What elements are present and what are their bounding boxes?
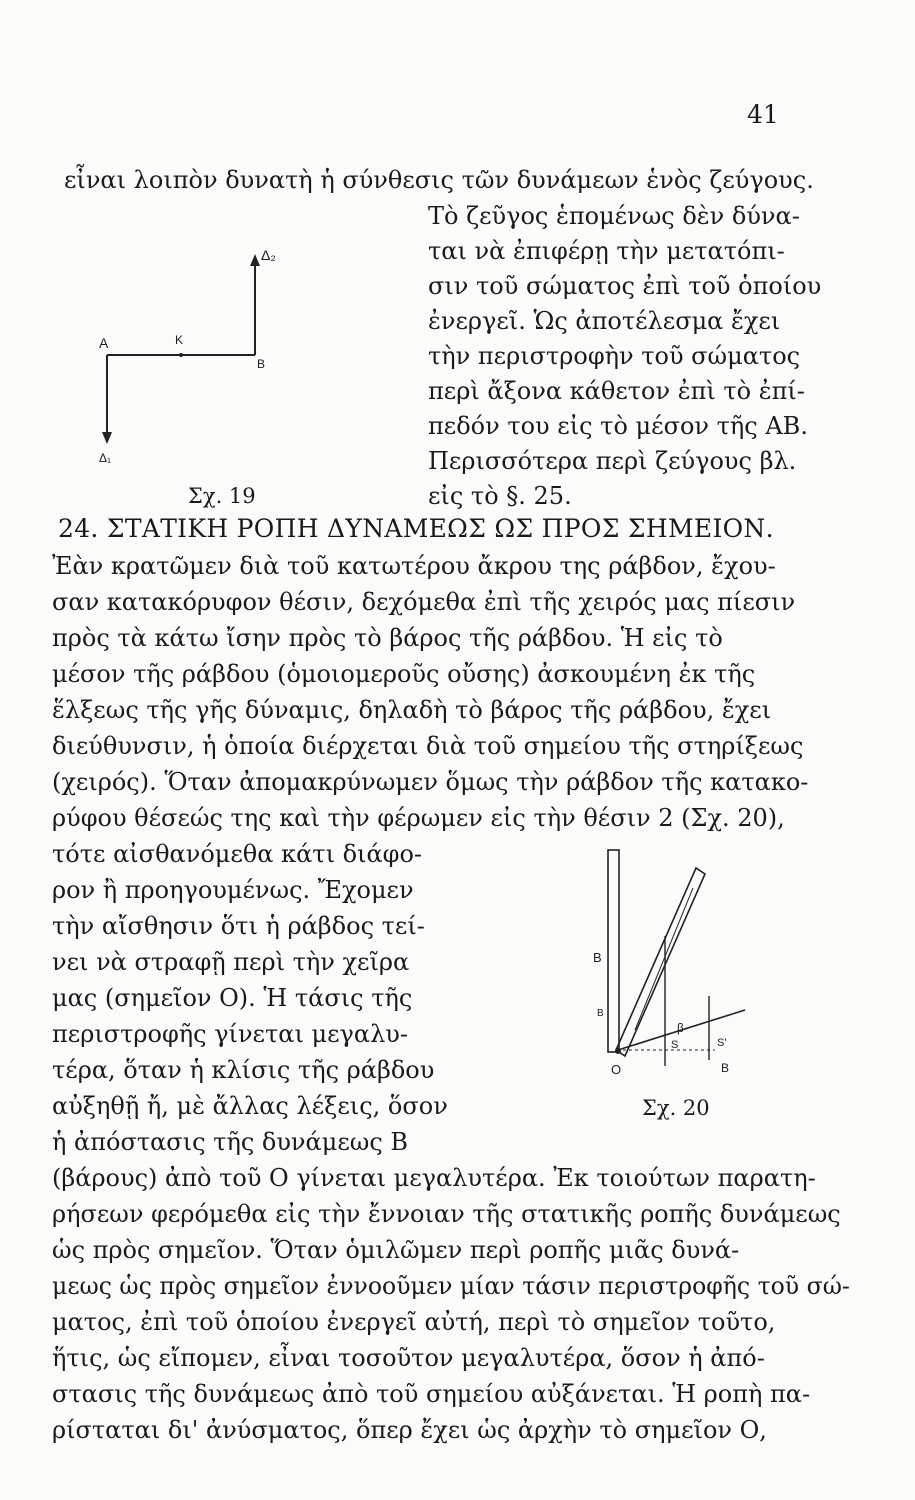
label-o: O — [611, 1062, 622, 1077]
figure-19 — [85, 240, 285, 470]
text-line: νει νὰ στραφῇ περὶ τὴν χεῖρα — [52, 948, 410, 976]
figure-20-caption: Σχ. 20 — [642, 1096, 710, 1120]
text-line: σιν τοῦ σώματος ἐπὶ τοῦ ὁποίου — [428, 272, 822, 300]
text-line: (χειρός). Ὅταν ἀπομακρύνωμεν ὅμως τὴν ράβδον τῆς κατακο- — [52, 768, 809, 796]
midpoint-k — [179, 353, 183, 357]
force-d1-arrowhead — [102, 432, 112, 444]
section-heading: 24. ΣΤΑΤΙΚΗ ΡΟΠΗ ΔΥΝΑΜΕΩΣ ΩΣ ΠΡΟΣ ΣΗΜΕΙΟΝ. — [58, 514, 774, 543]
label-d2: Δ₂ — [261, 247, 276, 263]
text-line: αὐξηθῇ ἤ, μὲ ἄλλας λέξεις, ὅσον — [52, 1092, 448, 1120]
label-b-left: B — [593, 950, 602, 965]
label-s: S — [671, 1039, 679, 1051]
text-line: τὴν αἴσθησιν ὅτι ἡ ράβδος τεί- — [52, 912, 425, 940]
text-line: στασις τῆς δυνάμεως ἀπὸ τοῦ σημείου αὐξάνεται. Ἡ ροπὴ πα- — [52, 1380, 811, 1408]
text-line: σαν κατακόρυφον θέσιν, δεχόμεθα ἐπὶ τῆς χειρός μας πίεσιν — [52, 588, 796, 616]
text-line: περὶ ἄξονα κάθετον ἐπὶ τὸ ἐπί- — [428, 377, 805, 405]
label-a: A — [99, 335, 109, 351]
label-k: K — [175, 333, 184, 347]
text-line: ρήσεων φερόμεθα εἰς τὴν ἔννοιαν τῆς στατικῆς ροπῆς δυνάμεως — [52, 1200, 841, 1228]
text-line: ἡ ἀπόστασις τῆς δυνάμεως Β — [52, 1128, 409, 1156]
text-line: ται νὰ ἐπιφέρῃ τὴν μετατόπι- — [428, 237, 785, 265]
text-line: μεως ὡς πρὸς σημεῖον ἐννοοῦμεν μίαν τάσιν περιστροφῆς τοῦ σώ- — [52, 1272, 850, 1300]
label-b-small: B — [597, 1008, 604, 1019]
text-line: πρὸς τὰ κάτω ἴσην πρὸς τὸ βάρος τῆς ράβδου. Ἡ εἰς τὸ — [52, 624, 723, 652]
text-line: μας (σημεῖον Ο). Ἡ τάσις τῆς — [52, 984, 413, 1012]
rod-inclined-axis — [635, 888, 693, 1030]
text-line: μέσον τῆς ράβδου (ὁμοιομεροῦς οὔσης) ἀσκουμένη ἐκ τῆς — [52, 660, 756, 688]
text-line: ἥτις, ὡς εἴπομεν, εἶναι τοσοῦτον μεγαλυτέρα, ὅσον ἡ ἀπό- — [52, 1344, 765, 1372]
figure-19-caption: Σχ. 19 — [188, 484, 256, 508]
label-beta: β — [677, 1021, 684, 1035]
pivot-o — [615, 1048, 621, 1054]
text-line: Τὸ ζεῦγος ἑπομένως δὲν δύνα- — [428, 202, 800, 230]
text-line: περιστροφῆς γίνεται μεγαλυ- — [52, 1020, 408, 1048]
text-line: ρον ἢ προηγουμένως. Ἔχομεν — [52, 876, 414, 904]
text-line: εἰς τὸ §. 25. — [428, 482, 572, 510]
text-line: τὴν περιστροφὴν τοῦ σώματος — [428, 342, 801, 370]
figure-19-diagram — [85, 240, 285, 470]
text-line: ἐνεργεῖ. Ὡς ἀποτέλεσμα ἔχει — [428, 307, 781, 335]
text-line: ρύφου θέσεώς της καὶ τὴν φέρωμεν εἰς τὴν θέσιν 2 (Σχ. 20), — [52, 804, 785, 832]
figure-20 — [585, 838, 785, 1088]
text-line: ὡς πρὸς σημεῖον. Ὅταν ὁμιλῶμεν περὶ ροπῆς μιᾶς δυνά- — [52, 1236, 740, 1264]
text-line: τότε αἰσθανόμεθα κάτι διάφο- — [52, 840, 423, 868]
text-line: εἶναι λοιπὸν δυνατὴ ἡ σύνθεσις τῶν δυνάμεων ἑνὸς ζεύγους. — [64, 166, 814, 194]
text-line: πεδόν του εἰς τὸ μέσον τῆς ΑΒ. — [428, 412, 808, 440]
label-b: B — [257, 357, 266, 371]
label-s-prime: S' — [717, 1037, 727, 1049]
text-line: τέρα, ὅταν ἡ κλίσις τῆς ράβδου — [52, 1056, 435, 1084]
text-line: ἕλξεως τῆς γῆς δύναμις, δηλαδὴ τὸ βάρος τῆς ράβδου, ἔχει — [52, 696, 772, 724]
label-d1: Δ₁ — [99, 451, 112, 465]
text-line: Ἐὰν κρατῶμεν διὰ τοῦ κατωτέρου ἄκρου της ράβδον, ἔχου- — [52, 552, 776, 580]
rod-vertical — [608, 850, 619, 1052]
text-line: διεύθυνσιν, ἡ ὁποία διέρχεται διὰ τοῦ σημείου τῆς στηρίξεως — [52, 732, 804, 760]
text-line: ματος, ἐπὶ τοῦ ὁποίου ἐνεργεῖ αὐτή, περὶ τὸ σημεῖον τοῦτο, — [52, 1308, 776, 1336]
figure-20-diagram — [585, 838, 785, 1088]
text-line: Περισσότερα περὶ ζεύγους βλ. — [428, 447, 797, 475]
text-line: ρίσταται δι' ἀνύσματος, ὅπερ ἔχει ὡς ἀρχὴν τὸ σημεῖον Ο, — [52, 1416, 767, 1444]
page-number: 41 — [747, 100, 779, 129]
rod-inclined — [616, 868, 705, 1056]
force-d2-arrowhead — [250, 254, 260, 266]
label-b-bottom: B — [721, 1061, 730, 1075]
text-line: (βάρους) ἀπὸ τοῦ Ο γίνεται μεγαλυτέρα. Ἐκ τοιούτων παρατη- — [52, 1164, 816, 1192]
